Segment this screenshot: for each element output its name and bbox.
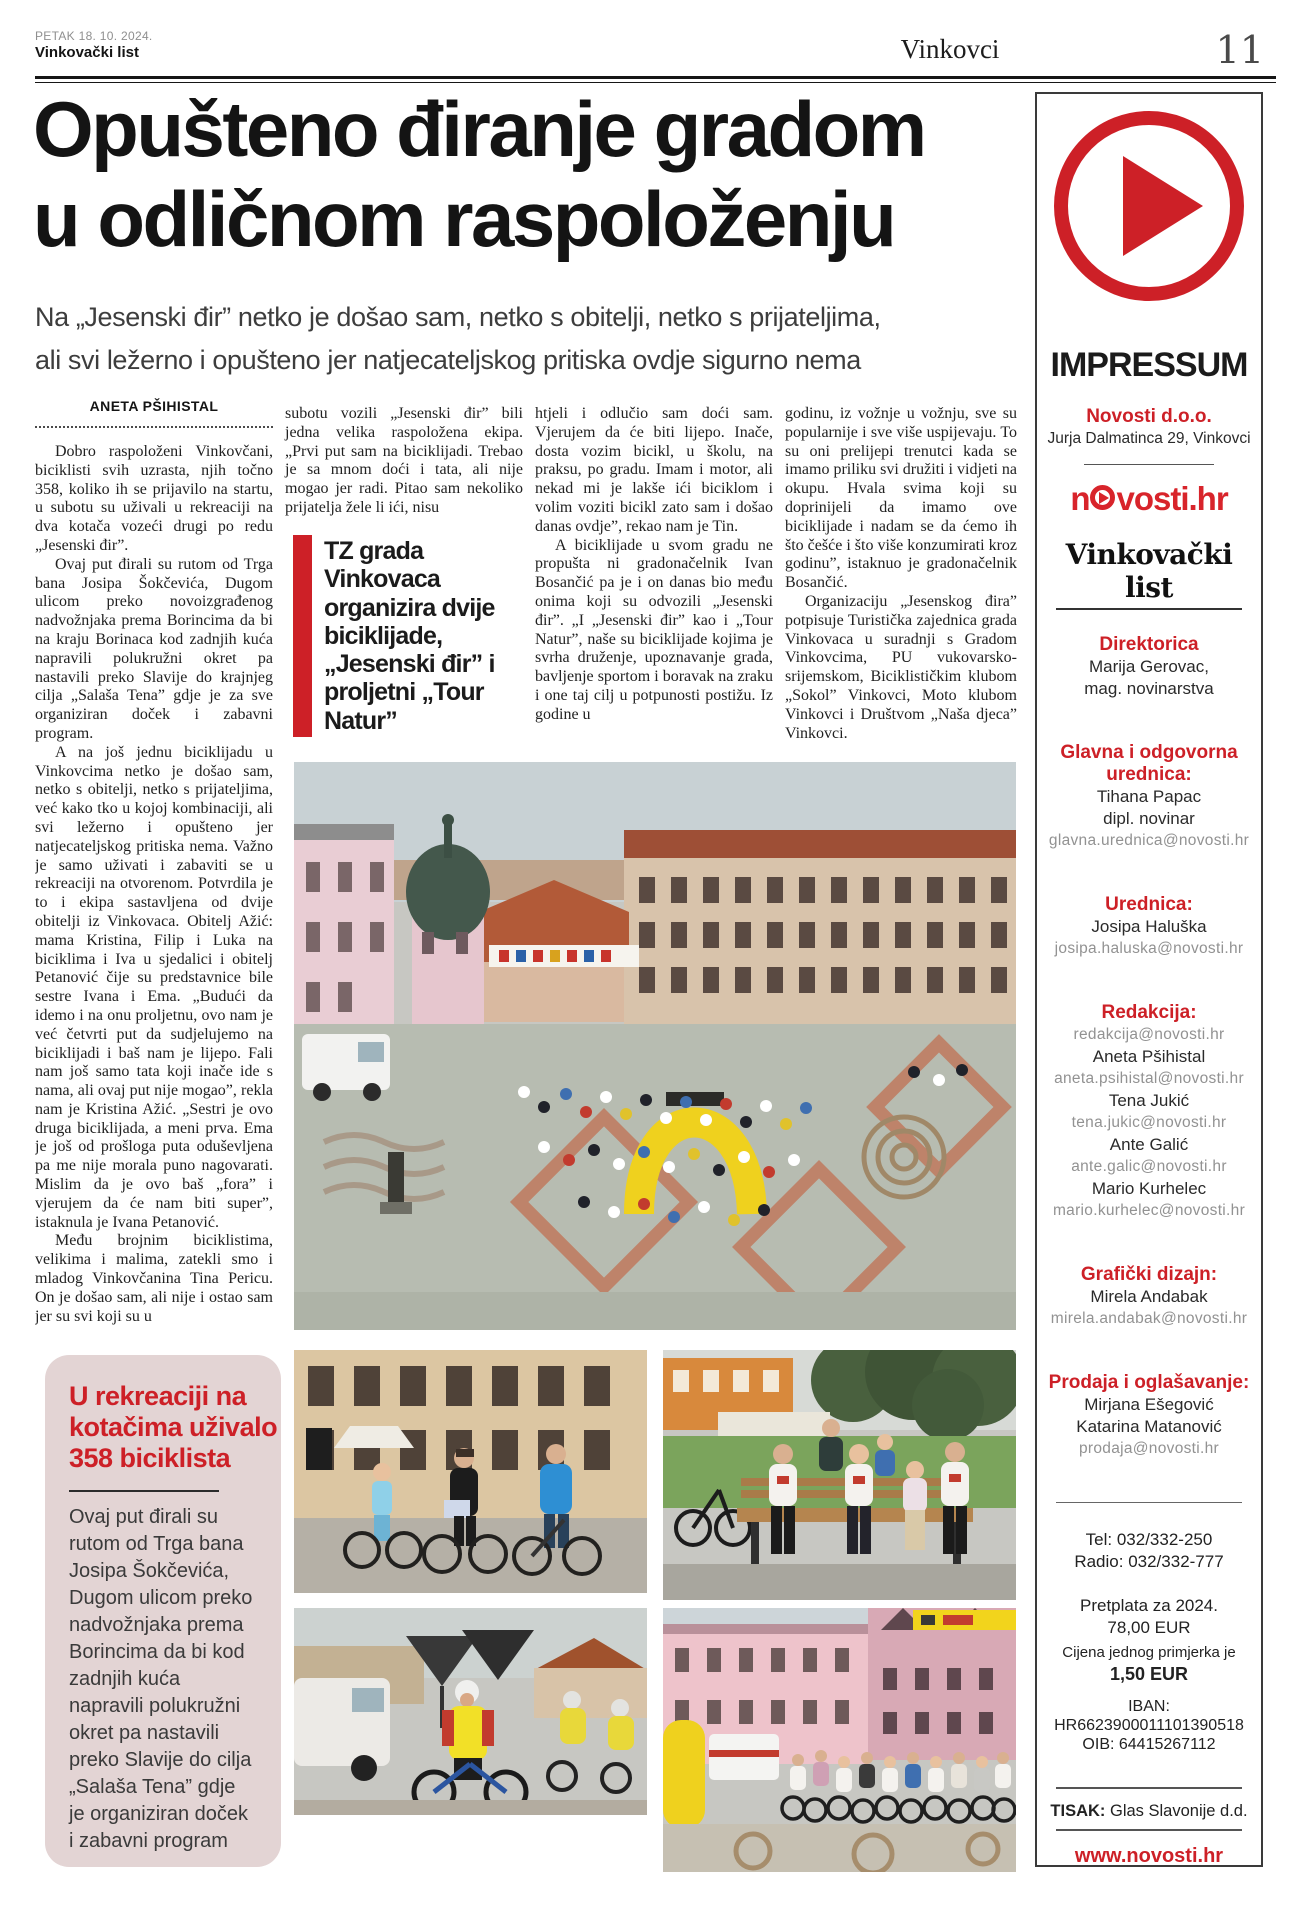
logo-text-rest: vosti.hr xyxy=(1116,480,1228,517)
headline-line: Opušteno điranje gradom xyxy=(33,85,925,173)
subscription-line: Pretplata za 2024. xyxy=(1080,1596,1218,1615)
impressum-email: glavna.urednica@novosti.hr xyxy=(1048,832,1250,849)
impressum-name: Katarina Matanović xyxy=(1076,1417,1222,1436)
novosti-logo xyxy=(1037,480,1261,518)
play-icon xyxy=(1051,108,1247,304)
fact-box xyxy=(45,1355,281,1867)
crowd-photo-illustration xyxy=(663,1608,1016,1872)
price-value: 1,50 EUR xyxy=(1109,1664,1189,1684)
section-title: Vinkovci xyxy=(900,34,1000,64)
impressum-section xyxy=(1039,1002,1259,1222)
impressum-email: ante.galic@novosti.hr xyxy=(1071,1158,1227,1175)
subhead-line: ali svi ležerno i opušteno jer natjecateljskog pritiska ovdje sigurno nema xyxy=(35,345,861,375)
pull-quote xyxy=(324,537,536,735)
photo-crowd-start-line xyxy=(663,1608,1016,1872)
impressum-section xyxy=(1039,742,1259,852)
pull-quote-line: „Jesenski đir” i xyxy=(324,650,495,679)
bank-line: OIB: 64415267112 xyxy=(1082,1736,1216,1753)
fact-box-title-line: kotačima uživalo xyxy=(69,1412,278,1442)
article-paragraph: godinu, iz vožnje u vožnju, sve su popularnije i sve više uspijevaju. To su oni prelijepi trenutci kada se imamo priliku svi družiti i vidjeti na okupu. Hvala svima koji su doprinijeli da imamo ove biciklijade i nadam se da ćemo ih što češće i što više konzumirati kroz godinu”, istaknuo je gradonačelnik Bosančić. xyxy=(785,405,1017,592)
print-value: Glas Slavonije d.d. xyxy=(1105,1802,1248,1820)
article-paragraph: A biciklijade u svom gradu ne propušta ni gradonačelnik Ivan Bosančić pa je i on danas bio među onima koji su odvozili „Jesenski đir”. „I „Jesenski đir” kao i „Tour Natur”, naše su biciklijade kojima je svrha druženje, upoznavanje grada, bavljenje sportom i boravak na zraku i one taj cilj u potpunosti postižu. Iz godine u xyxy=(535,536,773,723)
family-photo-illustration xyxy=(294,1350,647,1593)
body-column-2 xyxy=(285,405,523,518)
impressum-email: aneta.psihistal@novosti.hr xyxy=(1054,1070,1244,1087)
impressum-name: mag. novinarstva xyxy=(1084,679,1214,698)
impressum-name: Mario Kurhelec xyxy=(1091,1179,1207,1198)
subhead-line: Na „Jesenski đir” netko je došao sam, netko s obitelji, netko s prijateljima, xyxy=(35,302,881,332)
impressum-name: Tena Jukić xyxy=(1108,1091,1190,1110)
photo-bench-group xyxy=(663,1350,1016,1600)
impressum-name: Aneta Pšihistal xyxy=(1092,1047,1206,1066)
impressum-section-label: Glavna i odgovorna urednica: xyxy=(1060,742,1238,785)
byline: ANETA PŠIHISTAL xyxy=(89,398,219,414)
pull-quote-line: proljetni „Tour xyxy=(324,678,484,707)
contact-line: Tel: 032/332-250 xyxy=(1085,1530,1213,1549)
logo-text-start: n xyxy=(1070,480,1090,517)
body-column-4 xyxy=(785,405,1017,757)
impressum-email: tena.jukic@novosti.hr xyxy=(1071,1114,1227,1131)
issue-date: PETAK 18. 10. 2024. xyxy=(35,29,153,43)
masthead-vinkovacki-list: Vinkovački list xyxy=(1065,538,1233,604)
impressum-subscription xyxy=(1039,1595,1259,1639)
fact-box-title xyxy=(69,1381,281,1474)
pull-quote-line: organizira dvije xyxy=(324,593,495,622)
impressum-rule xyxy=(1056,1829,1242,1831)
impressum-title: IMPRESSUM xyxy=(1050,346,1248,384)
print-label: TISAK: xyxy=(1050,1802,1106,1820)
impressum-sections xyxy=(1039,634,1259,1460)
price-label: Cijena jednog primjerka je xyxy=(1062,1644,1236,1661)
impressum-name: Tihana Papac xyxy=(1096,787,1202,806)
impressum-email: mario.kurhelec@novosti.hr xyxy=(1052,1202,1246,1219)
impressum-email: mirela.andabak@novosti.hr xyxy=(1050,1310,1248,1327)
impressum-name: Mirela Andabak xyxy=(1090,1287,1208,1306)
impressum-section-label: Grafički dizajn: xyxy=(1080,1264,1218,1285)
impressum-section-label: Redakcija: xyxy=(1101,1002,1197,1023)
subscription-line: 78,00 EUR xyxy=(1107,1618,1191,1637)
impressum-section xyxy=(1039,634,1259,700)
impressum-name: Josipa Haluška xyxy=(1091,917,1207,936)
bank-line: IBAN: xyxy=(1128,1698,1170,1715)
cyclist-photo-illustration xyxy=(294,1608,647,1815)
impressum-name: Marija Gerovac, xyxy=(1089,657,1209,676)
impressum-box xyxy=(1035,92,1263,1867)
publication-name: Vinkovački list xyxy=(35,44,139,61)
impressum-rule xyxy=(1056,1502,1242,1503)
impressum-rule xyxy=(1056,1787,1242,1789)
article-paragraph: A na još jednu biciklijadu u Vinkovcima netko je došao sam, netko s obitelji, netko s prijateljima, već kako tko u kojoj kombinaciji, ali svi ležerno i opušteno jer natjecateljskog pritiska nema. Važno je samo uživati i zabaviti se u rekreaciji na otvorenom. Potvrdila je to i ekipa sastavljena od dvije obitelji iz Vinkovaca. Obitelj Ažić: mama Kristina, Filip i Luka na biciklima i Iva u sjedalici i obitelj Petanović čije su predstavnice bile sestre Ivana i Ema. „Budući da idemo i na onu proljetnu, ovo nam je već četvrti put da sudjelujemo na biciklijadi i baš nam je lijepo. Fali nam još samo tata koji inače ide s nama, ali ovaj put nije mogao”, rekla nam je Kristina Ažić. „Sestri je ovo druga biciklijada, a meni prva. Ema je još od prošloga puta oduševljena pa me nije morala puno nagovarati. Mislim da je ovo baš „fora” i vjerujem da će nam biti super”, istaknula je Ivana Petanović. xyxy=(35,743,273,1231)
body-column-1 xyxy=(35,443,273,1338)
article-paragraph: Dobro raspoloženi Vinkovčani, biciklisti svih uzrasta, njih točno 358, koliko ih se prijavilo na startu, u subotu su uživali u rekreaciji na dva kotača vozeći drugi po redu „Jesenski đir”. xyxy=(35,443,273,554)
pull-quote-line: TZ grada xyxy=(324,537,424,565)
impressum-section-label: Direktorica xyxy=(1099,634,1199,655)
article-paragraph: Ovaj put đirali su rutom od Trga bana Josipa Šokčevića, Dugom ulicom preko novoizgrađenog nadvožnjaka prema Borincima da bi na kraju Borinaca kod zadnjih kuća napravili polukružni okret pa nastavili preko Slavije do krajnjeg cilja „Salaša Tena” gdje je za sve organiziran doček i zabavni program. xyxy=(35,555,273,742)
impressum-name: dipl. novinar xyxy=(1103,809,1195,828)
fact-box-body: Ovaj put đirali su rutom od Trga bana Josipa Šokčevića, Dugom ulicom preko nadvožnjaka prema Borincima da bi kod zadnjih kuća napravili polukružni okret pa nastavili preko Slavije do cilja „Salaša Tena” gdje je organiziran doček i zabavni program xyxy=(69,1506,253,1852)
header-rule xyxy=(35,76,1276,83)
photo-family-with-bikes xyxy=(294,1350,647,1593)
impressum-section xyxy=(1039,1264,1259,1330)
impressum-section xyxy=(1039,1372,1259,1460)
impressum-rule xyxy=(1056,608,1242,610)
article-paragraph: subotu vozili „Jesenski đir” bili jedna velika raspoložena ekipa. „Prvi put sam na biciklijadi. Trebao je sa mnom doći i tata, ali nije mogao jer radi. Pitao sam nekoliko prijatelja žele li ići, nisu xyxy=(285,405,523,516)
fact-box-title-line: U rekreaciji na xyxy=(69,1381,247,1411)
impressum-address: Jurja Dalmatinca 29, Vinkovci xyxy=(1047,430,1251,447)
fact-box-title-line: 358 biciklista xyxy=(69,1443,231,1473)
pull-quote-bar xyxy=(293,535,312,737)
article-headline xyxy=(33,84,1033,264)
impressum-section-label: Prodaja i oglašavanje: xyxy=(1048,1372,1250,1393)
impressum-email: prodaja@novosti.hr xyxy=(1078,1440,1220,1457)
impressum-email: redakcija@novosti.hr xyxy=(1073,1026,1225,1043)
impressum-name: Mirjana Ešegović xyxy=(1084,1395,1214,1414)
headline-line: u odličnom raspoloženju xyxy=(33,175,895,263)
article-subhead xyxy=(35,296,1035,382)
byline-rule xyxy=(35,426,273,428)
page-number: 11 xyxy=(1215,28,1264,72)
bench-photo-illustration xyxy=(663,1350,1016,1600)
photo-main-aerial-square xyxy=(294,762,1016,1330)
website-url: www.novosti.hr xyxy=(1074,1845,1224,1867)
photo-cyclist-yellow-vest xyxy=(294,1608,647,1815)
pull-quote-line: biciklijade, xyxy=(324,621,443,650)
pull-quote-line: Natur” xyxy=(324,706,397,735)
aerial-photo-illustration xyxy=(294,762,1016,1330)
print-info xyxy=(1039,1799,1259,1823)
article-paragraph: Među brojnim biciklistima, velikima i malima, zatekli smo i mladog Vinkovčanina Tina Pericu. On je došao sam, ali nije i ostao sam jer su svi koji su u xyxy=(35,1232,273,1325)
impressum-rule xyxy=(1084,464,1214,465)
impressum-bank xyxy=(1039,1697,1259,1754)
impressum-company: Novosti d.o.o. xyxy=(1086,406,1212,427)
impressum-section xyxy=(1039,894,1259,960)
article-paragraph: Organizaciju „Jesenskog đira” potpisuje Turistička zajednica grada Vinkovaca u suradnji s Gradom Vinkovcima, PU vukovarsko-srijemskom, Biciklističkim klubom „Sokol” Vinkovci, Moto klubom Vinkovci i Društvom „Naša djeca” Vinkovci. xyxy=(785,592,1017,742)
impressum-name: Ante Galić xyxy=(1109,1135,1189,1154)
article-paragraph: htjeli i odlučio sam doći sam. Vjerujem da će biti lijepo. Inače, dosta vozim bicikl, u školu, na praksu, po gradu. Imam i motor, ali nekad mi je lakše ići biciklom i volim voziti bicikl zato sam i došao danas ovdje”, rekao nam je Tin. xyxy=(535,405,773,535)
impressum-contact xyxy=(1039,1529,1259,1573)
contact-line: Radio: 032/332-777 xyxy=(1074,1552,1224,1571)
body-column-3 xyxy=(535,405,773,755)
pull-quote-line: Vinkovaca xyxy=(324,565,441,594)
bank-line: HR6623900011101390518 xyxy=(1054,1717,1244,1734)
impressum-section-label: Urednica: xyxy=(1105,894,1193,915)
impressum-email: josipa.haluska@novosti.hr xyxy=(1054,940,1244,957)
impressum-content xyxy=(1039,634,1259,1868)
fact-box-rule xyxy=(69,1490,219,1492)
logo-play-o-icon xyxy=(1090,485,1115,510)
